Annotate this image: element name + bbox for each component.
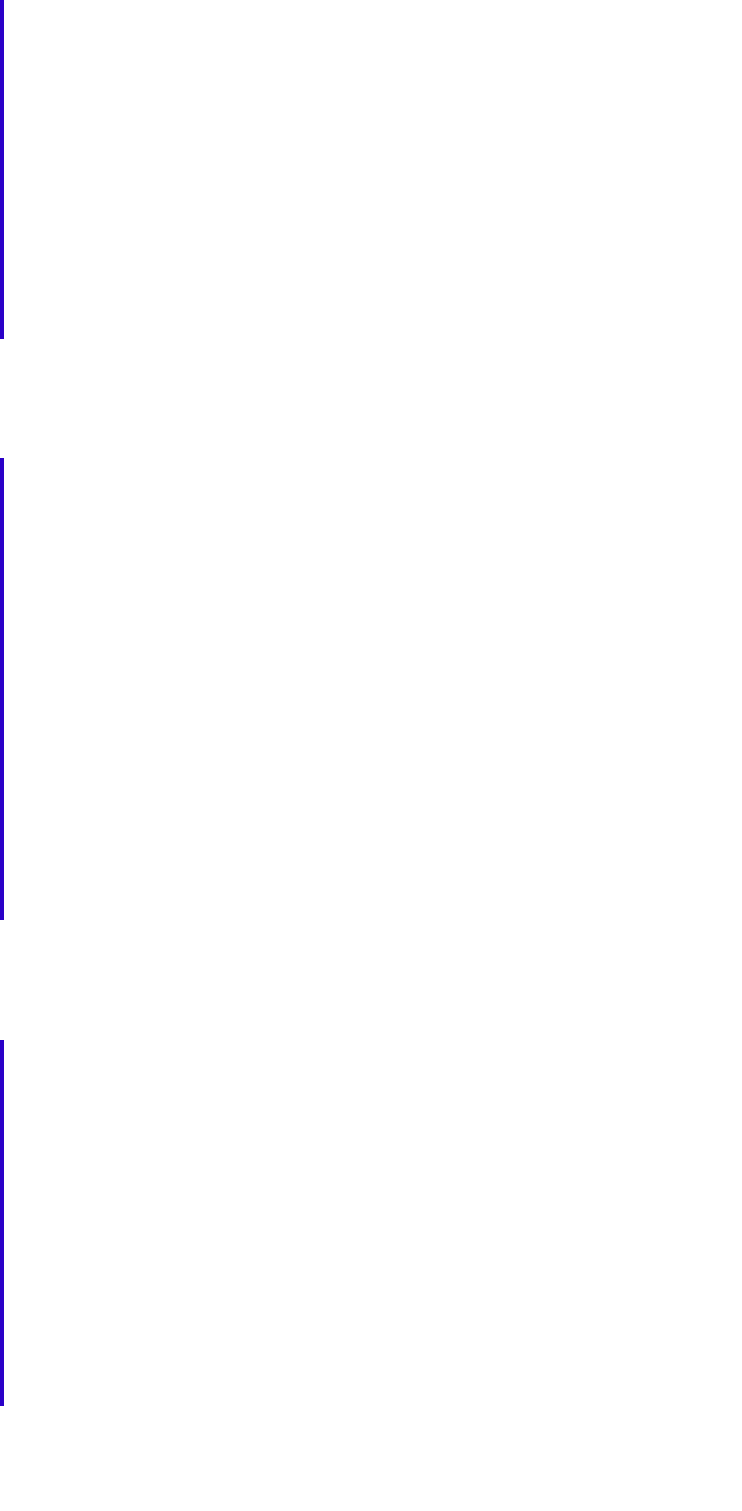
blockquote-3 (0, 1040, 742, 1406)
blockquote-2 (0, 458, 742, 920)
blockquote-1 (0, 0, 742, 339)
